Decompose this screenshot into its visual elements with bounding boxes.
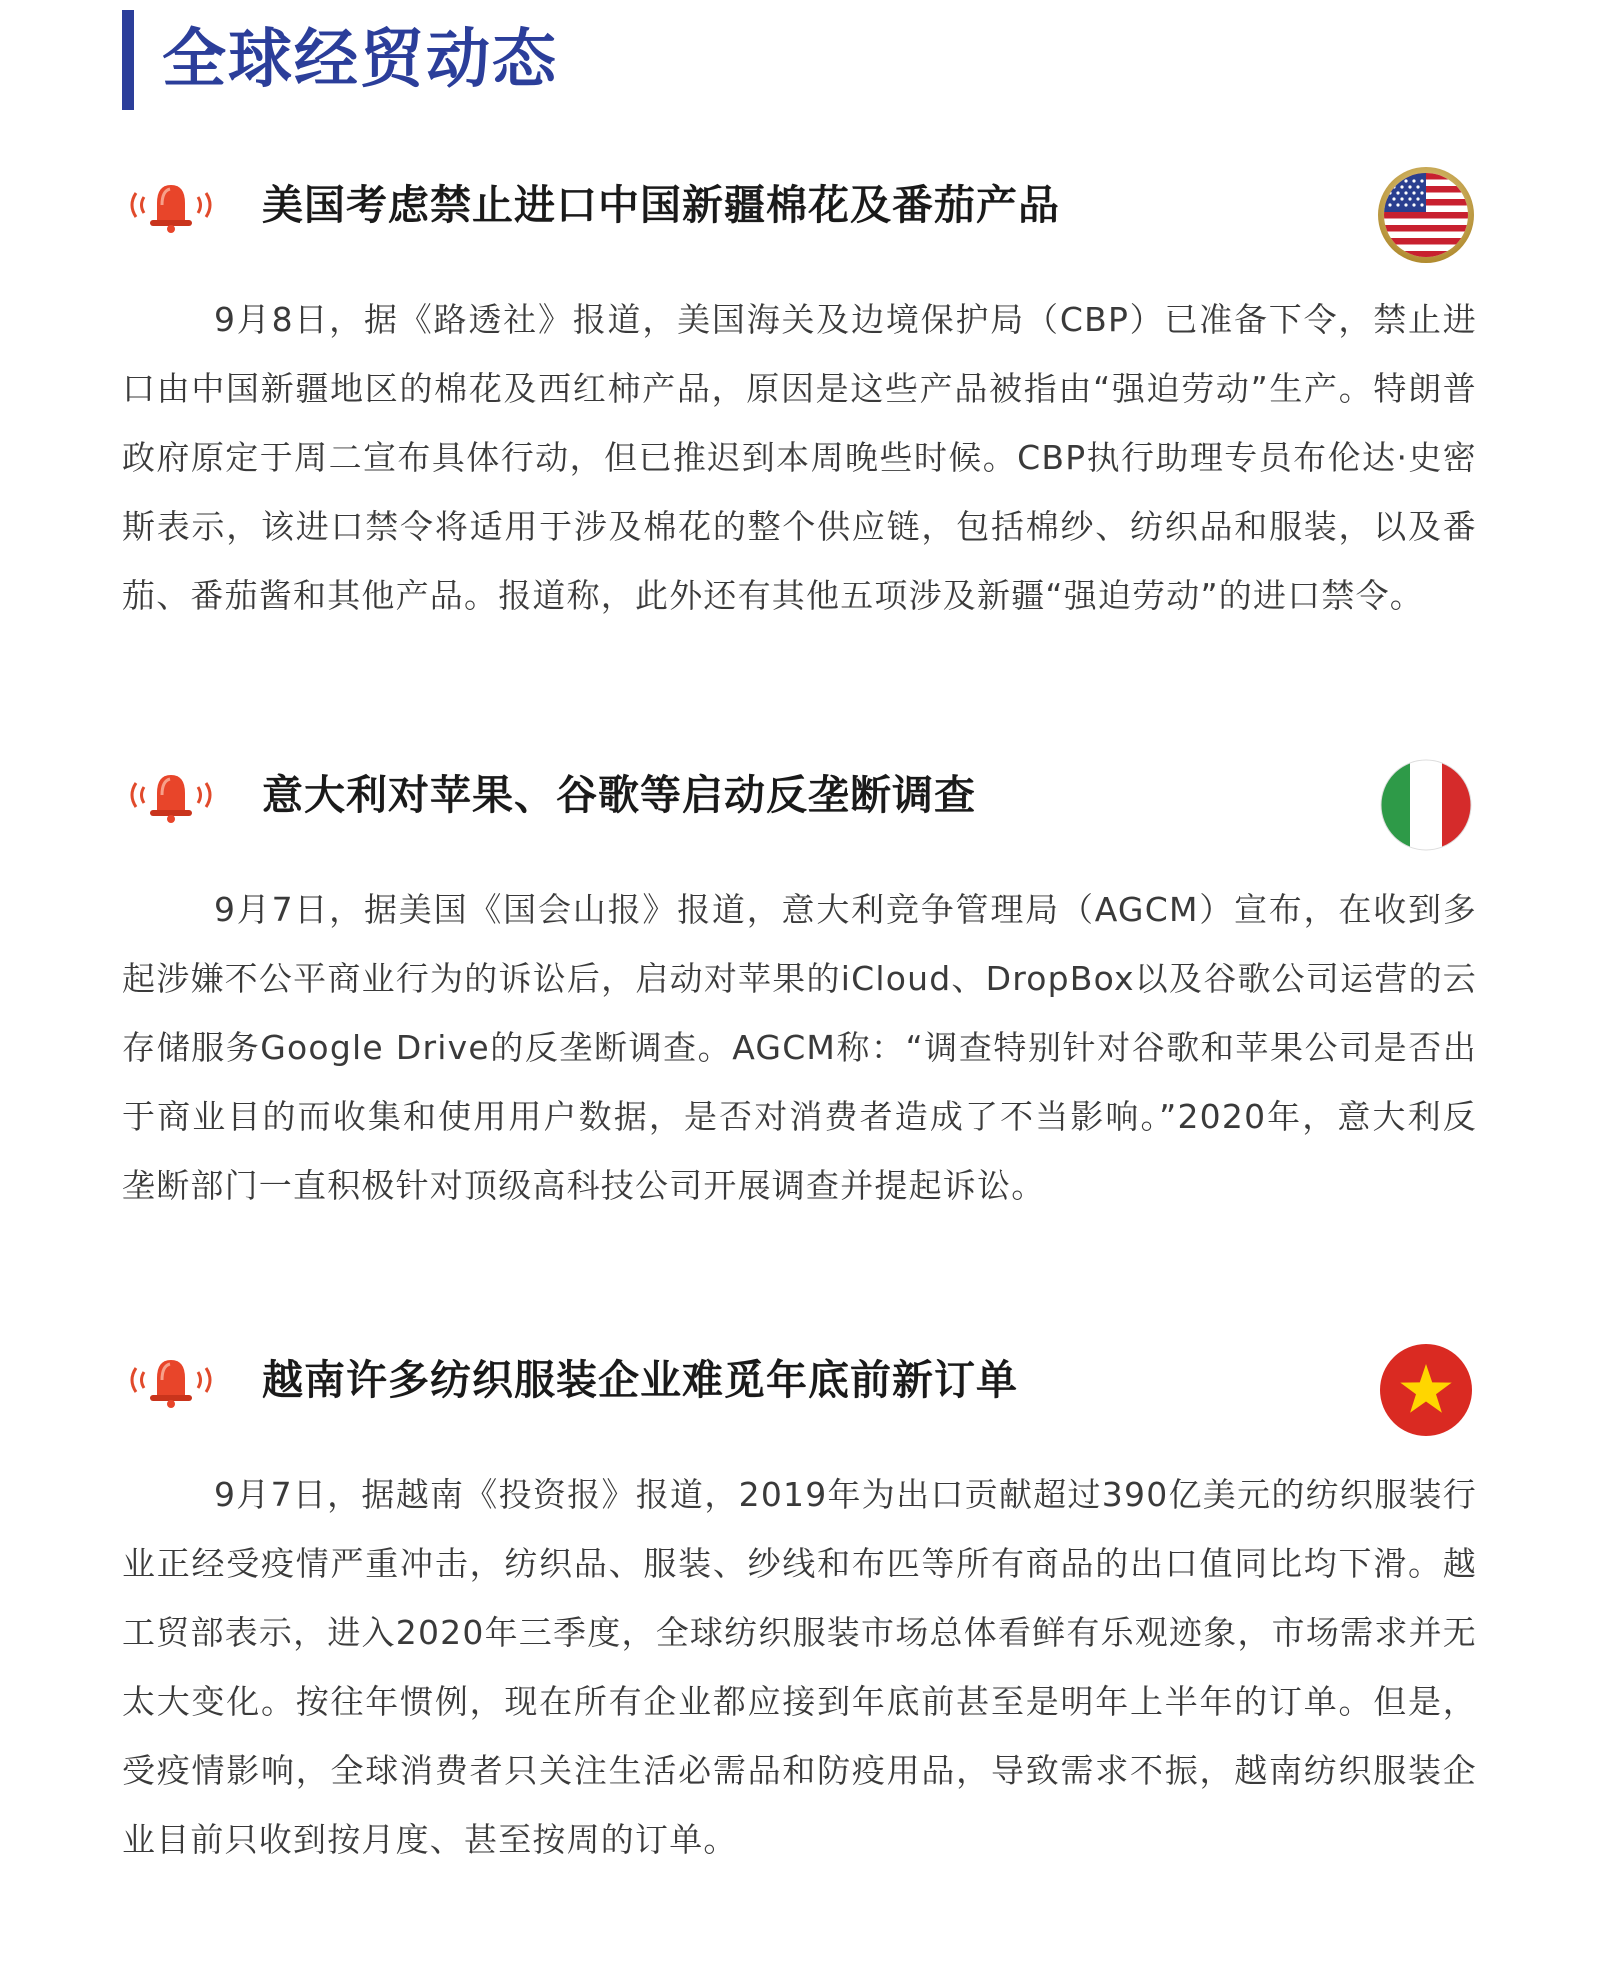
us-flag-icon xyxy=(1376,165,1476,265)
vietnam-flag-icon xyxy=(1376,1340,1476,1440)
article-body: 9月7日，据越南《投资报》报道，2019年为出口贡献超过390亿美元的纺织服装行业正经受疫情严重冲击，纺织品、服装、纱线和布匹等所有商品的出口值同比均下滑。越工贸部表示，进入2020年三季度，全球纺织服装市场总体看鲜有乐观迹象，市场需求并无太大变化。按往年惯例，现在所有企业都应接到年底前甚至是明年上半年的订单。但是，受疫情影响，全球消费者只关注生活必需品和防疫用品，导致需求不振，越南纺织服装企业目前只收到按月度、甚至按周的订单。 xyxy=(122,1475,1477,1859)
article-headline: 美国考虑禁止进口中国新疆棉花及番茄产品 xyxy=(262,181,1060,229)
italy-flag-icon xyxy=(1376,755,1476,855)
alarm-bell-icon xyxy=(122,1350,220,1410)
header-accent-bar xyxy=(122,10,134,110)
article-body: 9月8日，据《路透社》报道，美国海关及边境保护局（CBP）已准备下令，禁止进口由中国新疆地区的棉花及西红柿产品，原因是这些产品被指由“强迫劳动”生产。特朗普政府原定于周二宣布具体行动，但已推迟到本周晚些时候。CBP执行助理专员布伦达·史密斯表示，该进口禁令将适用于涉及棉花的整个供应链，包括棉纱、纺织品和服装，以及番茄、番茄酱和其他产品。报道称，此外还有其他五项涉及新疆“强迫劳动”的进口禁令。 xyxy=(122,300,1477,615)
section-header xyxy=(122,10,1022,110)
alarm-bell-icon xyxy=(122,765,220,825)
article-body: 9月7日，据美国《国会山报》报道，意大利竞争管理局（AGCM）宣布，在收到多起涉嫌不公平商业行为的诉讼后，启动对苹果的iCloud、DropBox以及谷歌公司运营的云存储服务Google Drive的反垄断调查。AGCM称：“调查特别针对谷歌和苹果公司是否出于商业目的而收集和使用用户数据，是否对消费者造成了不当影响。”2020年，意大利反垄断部门一直积极针对顶级高科技公司开展调查并提起诉讼。 xyxy=(122,890,1477,1205)
page-title: 全球经贸动态 xyxy=(162,23,558,97)
alarm-bell-icon xyxy=(122,175,220,235)
article-headline: 意大利对苹果、谷歌等启动反垄断调查 xyxy=(262,771,976,819)
article-headline: 越南许多纺织服装企业难觅年底前新订单 xyxy=(262,1356,1018,1404)
